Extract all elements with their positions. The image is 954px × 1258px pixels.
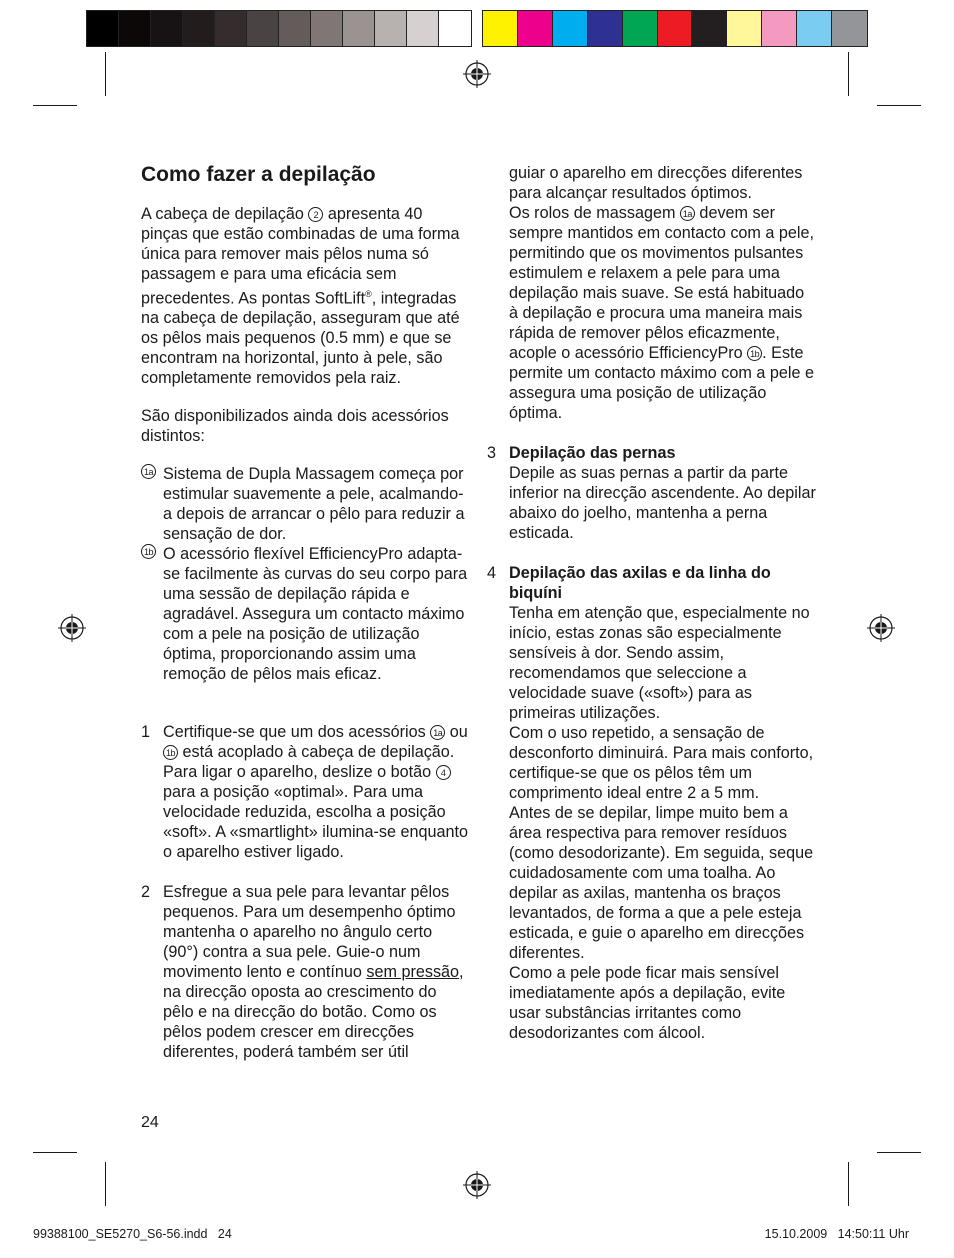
crop-mark [105,52,106,96]
step-1-text-a [163,722,471,762]
grey-swatch [247,11,279,46]
grey-swatch [215,11,247,46]
step-number: 1 [141,723,151,742]
part-number-badge: 1a [430,725,445,740]
footer-file-info: 99388100_SE5270_S6-56.indd 24 [33,1227,232,1241]
intro-text: A cabeça de depilação [141,205,309,223]
intro-paragraph [141,204,471,388]
massage-paragraph [487,203,817,423]
grey-swatch [119,11,151,46]
grey-swatch [375,11,407,46]
grey-swatch [183,11,215,46]
step-4-paragraph-1: Tenha em atenção que, especialmente no início, estas zonas são especialmente sensíveis à dor. Sendo assim, recomendamos que seleccione a velocidade suave («soft») para as primeiras utilizações. [509,604,810,722]
color-swatch [553,11,588,46]
step-text: Para ligar o aparelho, deslize o botão [163,763,436,782]
step-4 [487,563,817,1043]
grey-calibration-bar [86,10,472,47]
step-text: está acoplado à cabeça de depilação. [178,743,455,762]
crop-mark [877,105,921,106]
crop-mark [848,52,849,96]
color-swatch [588,11,623,46]
color-swatch [832,11,867,46]
accessory-1a-text: Sistema de Dupla Massagem começa por estimular suavemente a pele, acalmando-a depois de arrancar o pêlo para reduzir a sensação de dor. [163,465,465,544]
underlined-text: sem pressão [366,963,460,982]
color-swatch [658,11,693,46]
step-number: 3 [487,444,497,462]
registered-mark: ® [365,289,372,299]
grey-swatch [87,11,119,46]
step-number: 4 [487,564,497,582]
step-text: Certifique-se que um dos acessórios [163,723,431,742]
registration-mark-icon [58,614,86,642]
crop-mark [105,1162,106,1206]
color-swatch [692,11,727,46]
step-1-text-b [163,762,471,862]
massage-text: devem ser sempre mantidos em contacto com a pele, permitindo que os movimentos pulsantes estimulem e relaxem a pele para uma depilação mais suave. Se está habituado à depilação e procura uma maneira mais rápida de remover pêlos eficazmente, acople o acessório EfficiencyPro [509,204,815,362]
color-swatch [483,11,518,46]
massage-text: . Este permite um contacto máximo com a pele e assegura uma posição de utilização óptima. [509,344,814,422]
color-swatch [762,11,797,46]
step-text: para a posição «optimal». Para uma velocidade reduzida, escolha a posição «soft». A «smartlight» ilumina-se enquanto o aparelho estiver ligado. [163,783,469,862]
grey-swatch [151,11,183,46]
accessory-1b [141,544,471,684]
continued-text: guiar o aparelho em direcções diferentes para alcançar resultados óptimos. [509,164,803,202]
registration-mark-icon [463,60,491,88]
grey-swatch [343,11,375,46]
color-swatch [518,11,553,46]
part-number-badge: 2 [308,207,323,222]
color-swatch [623,11,658,46]
accessory-1a [141,464,471,544]
crop-mark [33,1152,77,1153]
part-number-badge: 4 [436,765,451,780]
accessories-intro: São disponibilizados ainda dois acessórios distintos: [141,407,449,446]
grey-swatch [439,11,471,46]
step-number: 2 [141,883,151,902]
step-4-paragraph-4: Como a pele pode ficar mais sensível imediatamente após a depilação, evite usar substâncias irritantes como desodorizantes com álcool. [509,964,786,1042]
step-4-paragraph-2: Com o uso repetido, a sensação de desconforto diminuirá. Para mais conforto, certifique-se que os pêlos têm um comprimento ideal entre 2 a 5 mm. [509,724,814,802]
page-number: 24 [141,1114,159,1131]
step-4-paragraph-3: Antes de se depilar, limpe muito bem a área respectiva para remover resíduos (como desodorizante). Em seguida, seque cuidadosamente com uma toalha. Ao depilar as axilas, mantenha os braços levantados, de forma a que a pele esteja esticada, e guie o aparelho em direcções diferentes. [509,804,814,962]
color-calibration-bar [482,10,868,47]
step-3-title: Depilação das pernas [509,444,676,462]
step-2-text [163,882,471,1062]
registration-mark-icon [867,614,895,642]
accessory-1b-text: O acessório flexível EfficiencyPro adapta-se facilmente às curvas do seu corpo para uma sessão de depilação rápida e agradável. Assegura um contacto máximo com a pele na posição de utilização óptima, proporcionando assim uma remoção de pêlos mais eficaz. [163,545,468,684]
crop-mark [848,1162,849,1206]
part-number-badge: 1b [747,346,762,361]
intro-text: apresenta 40 pinças que estão combinadas de uma forma única para remover mais pêlos numa só passagem e para uma eficácia sem precedentes. As pontas SoftLift [141,205,460,308]
right-column [487,163,817,1043]
grey-swatch [311,11,343,46]
step-text: ou [445,723,468,742]
footer-timestamp: 15.10.2009 14:50:11 Uhr [764,1227,909,1241]
grey-swatch [407,11,439,46]
step-2 [141,882,471,1062]
crop-mark [33,105,77,106]
color-swatch [797,11,832,46]
step-4-title: Depilação das axilas e da linha do biquíni [509,564,771,602]
step-text: , na direcção oposta ao crescimento do pêlo e na direcção do botão. Como os pêlos podem crescer em direcções diferentes, poderá também ser útil [163,963,464,1062]
step-text: Esfregue a sua pele para levantar pêlos pequenos. Para um desempenho óptimo mantenha o aparelho no ângulo certo (90°) contra a sua pele. Guie-o num movimento lento e contínuo [163,883,456,982]
part-number-badge: 1a [141,464,156,479]
step-1 [141,722,471,862]
crop-mark [877,1152,921,1153]
step-3 [487,443,817,543]
part-number-badge: 1b [163,745,178,760]
step-3-text: Depile as suas pernas a partir da parte inferior na direcção ascendente. Ao depilar abaixo do joelho, mantenha a perna esticada. [509,464,816,542]
part-number-badge: 1a [680,206,695,221]
registration-mark-icon [463,1171,491,1199]
page-title: Como fazer a depilação [141,163,376,186]
left-column [141,163,471,1062]
intro-text: , integradas na cabeça de depilação, asseguram que até os pêlos mais pequenos (0.5 mm) e que se encontram na horizontal, junto à pele, são completamente removidos pela raiz. [141,289,460,388]
massage-text: Os rolos de massagem [509,204,680,222]
color-swatch [727,11,762,46]
grey-swatch [279,11,311,46]
part-number-badge: 1b [141,544,156,559]
